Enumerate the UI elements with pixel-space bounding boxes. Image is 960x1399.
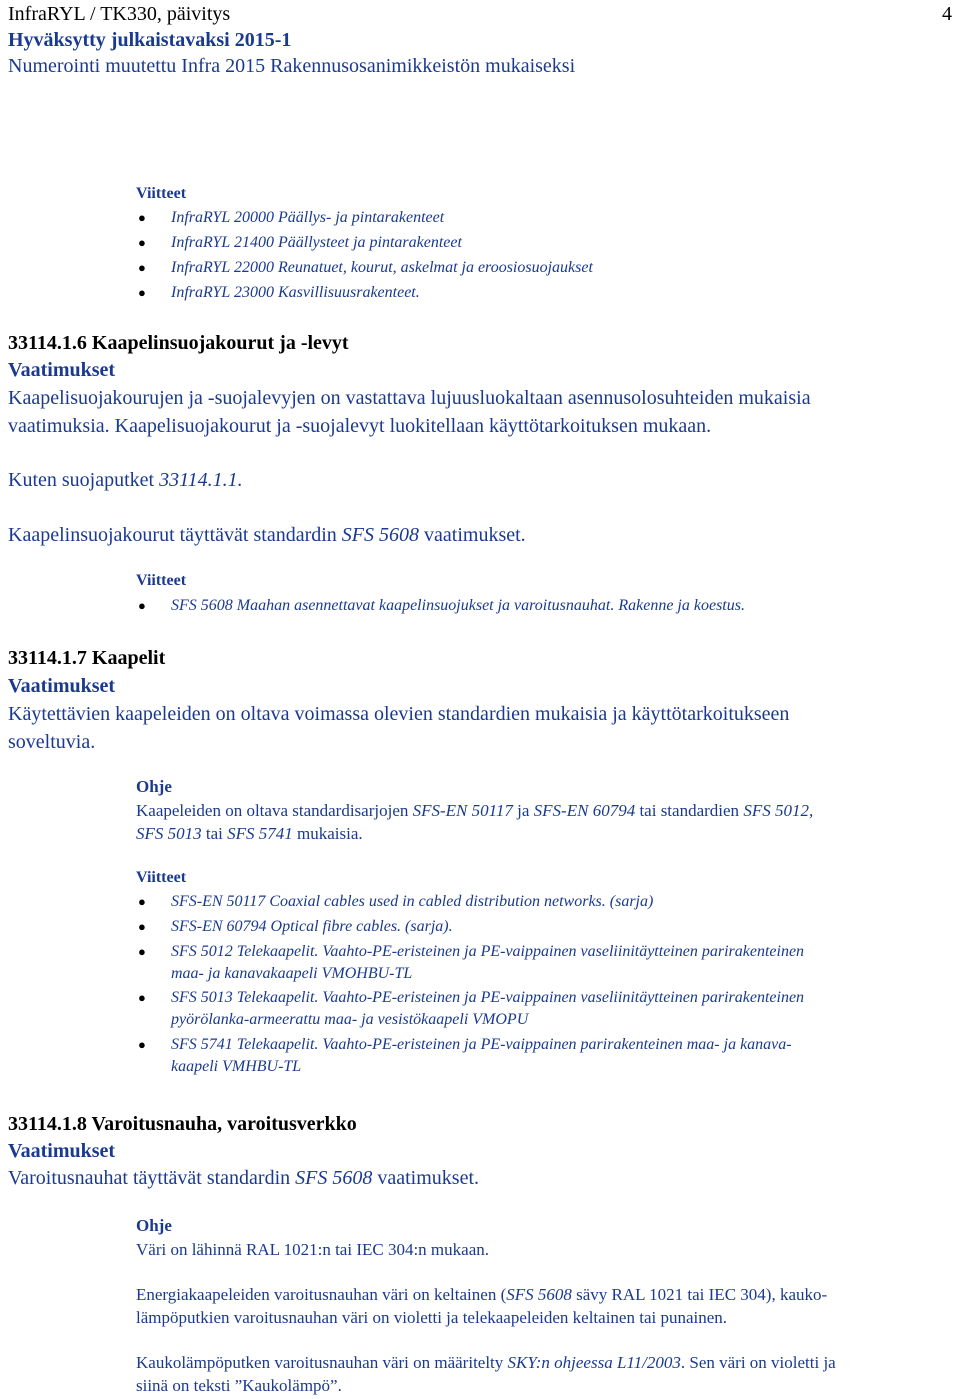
paragraph: Varoitusnauhat täyttävät standardin SFS 5608 vaatimukset. <box>8 1167 479 1189</box>
bullet-icon: ● <box>138 944 146 959</box>
requirements-heading: Vaatimukset <box>8 1140 116 1162</box>
list-item: SFS-EN 50117 Coaxial cables used in cabled distribution networks. (sarja) <box>171 893 654 910</box>
standard-reference: SFS 5608 <box>341 524 420 546</box>
paragraph-line: vaatimuksia. Kaapelisuojakourut ja -suojalevyt luokitellaan käyttötarkoituksen mukaan. <box>8 415 712 437</box>
list-item: SFS 5741 Telekaapelit. Vaahto-PE-eristeinen ja PE-vaippainen parirakenteinen maa- ja kanava- <box>171 1036 792 1053</box>
guide-line: Väri on lähinnä RAL 1021:n tai IEC 304:n mukaan. <box>136 1240 489 1259</box>
list-item: InfraRYL 20000 Päällys- ja pintarakenteet <box>171 209 445 226</box>
list-item: SFS 5013 Telekaapelit. Vaahto-PE-eristeinen ja PE-vaippainen vaseliinitäytteinen parirakenteinen <box>171 989 805 1006</box>
list-item-continuation: kaapeli VMHBU-TL <box>171 1058 302 1075</box>
bullet-icon: ● <box>138 598 146 613</box>
paragraph: Kaapelinsuojakourut täyttävät standardin SFS 5608 vaatimukset. <box>8 524 526 546</box>
requirements-heading: Vaatimukset <box>8 359 116 381</box>
paragraph: Kuten suojaputket 33114.1.1. <box>8 469 243 491</box>
guide-line: lämpöputkien varoitusnauhan väri on violetti ja telekaapeleiden keltainen tai punainen. <box>136 1308 728 1327</box>
references-heading: Viitteet <box>136 185 187 202</box>
paragraph-line: soveltuvia. <box>8 731 96 753</box>
list-item-continuation: pyörölanka-armeerattu maa- ja vesistökaapeli VMOPU <box>171 1011 529 1028</box>
paragraph-line: Kaapelisuojakourujen ja -suojalevyjen on vastattava lujuusluokaltaan asennusolosuhteiden mukaisia <box>8 387 811 409</box>
section-title: 33114.1.6 Kaapelinsuojakourut ja -levyt <box>8 332 349 354</box>
bullet-icon: ● <box>138 894 146 909</box>
bullet-icon: ● <box>138 1037 146 1052</box>
list-item: InfraRYL 22000 Reunatuet, kourut, askelmat ja eroosiosuojaukset <box>171 259 593 276</box>
guide-line: siinä on teksti ”Kaukolämpö”. <box>136 1376 342 1395</box>
bullet-icon: ● <box>138 919 146 934</box>
list-item: SFS 5608 Maahan asennettavat kaapelinsuojukset ja varoitusnauhat. Rakenne ja koestus. <box>171 597 745 614</box>
requirements-heading: Vaatimukset <box>8 675 116 697</box>
section-title: 33114.1.8 Varoitusnauha, varoitusverkko <box>8 1113 357 1135</box>
section-reference: 33114.1.1. <box>159 469 243 491</box>
list-item-continuation: maa- ja kanavakaapeli VMOHBU-TL <box>171 965 413 982</box>
bullet-icon: ● <box>138 210 146 225</box>
section-title: 33114.1.7 Kaapelit <box>8 647 166 669</box>
header-numbering-note: Numerointi muutettu Infra 2015 Rakennusosanimikkeistön mukaiseksi <box>8 55 576 77</box>
bullet-icon: ● <box>138 235 146 250</box>
bullet-icon: ● <box>138 260 146 275</box>
guide-heading: Ohje <box>136 1216 172 1235</box>
guide-line: Energiakaapeleiden varoitusnauhan väri on keltainen (SFS 5608 sävy RAL 1021 tai IEC 304), kauko- <box>136 1285 828 1304</box>
header-title: InfraRYL / TK330, päivitys <box>8 3 231 25</box>
list-item: SFS 5012 Telekaapelit. Vaahto-PE-eristeinen ja PE-vaippainen vaseliinitäytteinen parirakenteinen <box>171 943 805 960</box>
bullet-icon: ● <box>138 990 146 1005</box>
references-heading: Viitteet <box>136 869 187 886</box>
guide-line: Kaukolämpöputken varoitusnauhan väri on määritelty SKY:n ohjeessa L11/2003. Sen väri on violetti ja <box>136 1353 836 1372</box>
bullet-icon: ● <box>138 285 146 300</box>
list-item: SFS-EN 60794 Optical fibre cables. (sarja). <box>171 918 453 935</box>
references-heading: Viitteet <box>136 572 187 589</box>
list-item: InfraRYL 23000 Kasvillisuusrakenteet. <box>171 284 420 301</box>
guide-line: SFS 5013 tai SFS 5741 mukaisia. <box>136 824 363 843</box>
guide-line: Kaapeleiden on oltava standardisarjojen SFS-EN 50117 ja SFS-EN 60794 tai standardien SFS 5012, <box>136 801 814 820</box>
guide-heading: Ohje <box>136 777 172 796</box>
page-number: 4 <box>942 3 952 25</box>
header-approval: Hyväksytty julkaistavaksi 2015-1 <box>8 29 292 51</box>
standard-reference: SFS 5608 <box>295 1167 373 1189</box>
paragraph-line: Käytettävien kaapeleiden on oltava voimassa olevien standardien mukaisia ja käyttötarkoitukseen <box>8 703 790 725</box>
list-item: InfraRYL 21400 Päällysteet ja pintarakenteet <box>171 234 462 251</box>
